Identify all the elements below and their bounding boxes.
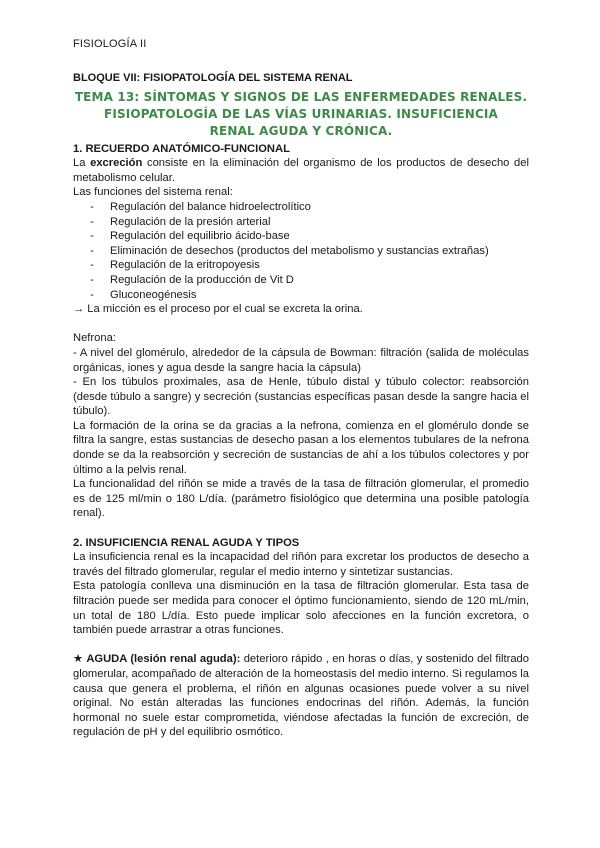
nefrona-paragraph-1: - A nivel del glomérulo, alrededor de la cápsula de Bowman: filtración (salida de moléculas orgánicas, iones y agua desde la sangre hacia la cápsula) xyxy=(73,346,529,374)
tema-title-line: TEMA 13: SÍNTOMAS Y SIGNOS DE LAS ENFERMEDADES RENALES. xyxy=(74,89,528,104)
excrecion-term: excreción xyxy=(90,157,143,170)
nefrona-label: Nefrona: xyxy=(73,332,116,345)
funcionalidad-paragraph: La funcionalidad del riñón se mide a través de la tasa de filtración glomerular, el promedio es de 125 ml/min o 180 L/día. (parámetro fisiológico que determina una posible patología renal). xyxy=(73,478,529,520)
list-item: - Regulación de la producción de Vit D xyxy=(73,273,529,288)
section-1-title: 1. RECUERDO ANATÓMICO-FUNCIONAL xyxy=(73,142,290,155)
excrecion-paragraph: La excreción consiste en la eliminación del organismo de los productos de desecho del metabolismo celular. xyxy=(73,157,529,184)
list-item: - Gluconeogénesis xyxy=(73,288,529,303)
list-item: - Eliminación de desechos (productos del metabolismo y sustancias extrañas) xyxy=(73,244,529,259)
list-item: - Regulación de la eritropoyesis xyxy=(73,258,529,273)
nefrona-paragraph-2: - En los túbulos proximales, asa de Henle, túbulo distal y túbulo colector: reabsorción (desde túbulo a sangre) y secreción (sustancias específicas pasan desde la sangre hacia el túbulo). xyxy=(73,376,529,418)
functions-list xyxy=(73,200,529,302)
aguda-paragraph: ★ AGUDA (lesión renal aguda): deterioro rápido , en horas o días, y sostenido del filtrado glomerular, acompañado de alteración de la homeostasis del medio interno. Si regulamos la causa que genera el problema, el riñón en algunas ocasiones puede volver a su nivel original. No están alteradas las funciones endocrinas del riñón. Además, la función hormonal no suele estar comprometida, viéndose afectadas la función de excreción, de regulación de pH y del equilibrio osmótico. xyxy=(73,653,529,739)
star-icon: ★ xyxy=(73,653,87,666)
miccion-paragraph: → La micción es el proceso por el cual se excreta la orina. xyxy=(73,303,363,316)
list-item: - Regulación del equilibrio ácido-base xyxy=(73,229,529,244)
section-2-title: 2. INSUFICIENCIA RENAL AGUDA Y TIPOS xyxy=(73,536,300,549)
insuficiencia-paragraph-1: La insuficiencia renal es la incapacidad del riñón para excretar los productos de desecho a través del filtrado glomerular, regular el medio interno y sintetizar sustancias. xyxy=(73,551,529,578)
tema-title-line: RENAL AGUDA Y CRÓNICA. xyxy=(209,123,393,138)
tema-title xyxy=(73,89,529,140)
list-item: - Regulación del balance hidroelectrolítico xyxy=(73,200,529,215)
document-body xyxy=(73,71,529,740)
tema-title-line: FISIOPATOLOGÍA DE LAS VÍAS URINARIAS. INSUFICIENCIA xyxy=(104,106,498,121)
list-item: - Regulación de la presión arterial xyxy=(73,215,529,230)
page-header: FISIOLOGÍA II xyxy=(73,38,147,50)
formacion-paragraph: La formación de la orina se da gracias a la nefrona, comienza en el glomérulo donde se filtra la sangre, estas sustancias de desecho pasan a los elementos tubulares de la nefrona donde se da la reabsorción y secreción de sustancias de ahí a los túbulos colectores y por último a la pelvis renal. xyxy=(73,419,529,476)
block-title: BLOQUE VII: FISIOPATOLOGÍA DEL SISTEMA RENAL xyxy=(73,72,353,84)
insuficiencia-paragraph-2: Esta patología conlleva una disminución en la tasa de filtración glomerular. Esta tasa de filtración puede ser medida para conocer el óptimo funcionamiento, siendo de 120 mL/min, un total de 180 L/día. Esto puede implicar solo afecciones en la función excretora, o también puede arrastrar a otras funciones. xyxy=(73,580,529,637)
aguda-term: AGUDA (lesión renal aguda): xyxy=(86,653,241,666)
functions-intro: Las funciones del sistema renal: xyxy=(73,186,233,199)
